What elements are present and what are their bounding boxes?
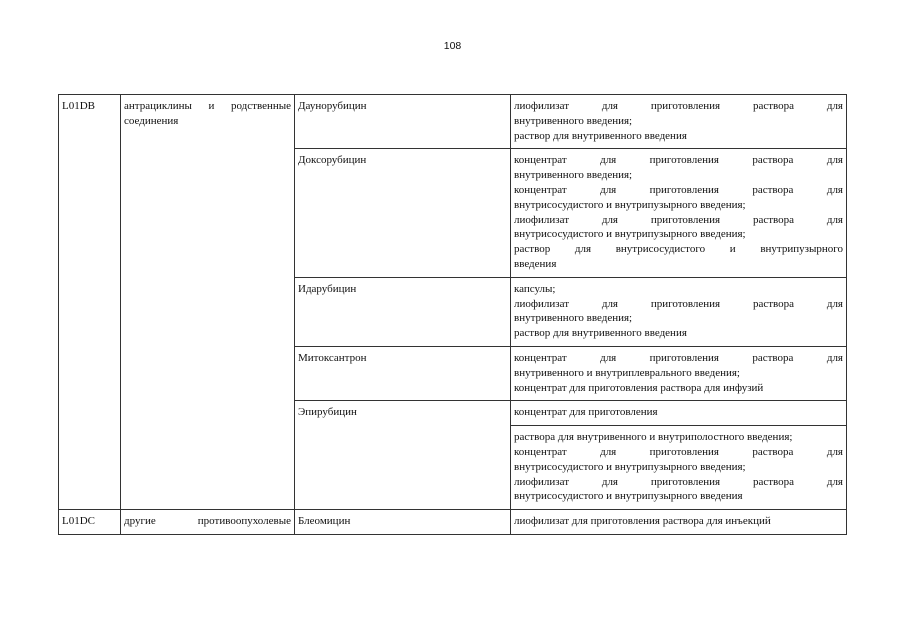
dosage-form-line: концентрат для приготовления [514, 406, 658, 419]
dosage-form-line: введения [514, 257, 557, 270]
drug-name: Блеомицин [298, 515, 351, 528]
dosage-form-line: раствор для внутривенного введения [514, 327, 687, 340]
drug-cell [295, 346, 511, 400]
page-number: 108 [443, 40, 462, 52]
dosage-form-line: внутрисосудистого и внутрипузырного введения; [514, 198, 746, 211]
drug-name: Даунорубицин [298, 100, 367, 112]
drug-name: Доксорубицин [298, 154, 367, 167]
dosage-form-line: лиофилизат для приготовления раствора для [514, 213, 843, 226]
dosage-form-line: концентрат для приготовления раствора для [514, 445, 843, 458]
dosage-form-line: капсулы; [514, 282, 556, 295]
dosage-form-line: внутривенного и внутриплеврального введения; [514, 366, 740, 379]
dosage-form-line: концентрат для приготовления раствора для [514, 183, 843, 196]
drug-classification-table [58, 94, 847, 535]
dosage-form-cell [511, 95, 847, 149]
dosage-form-cell [511, 426, 847, 510]
dosage-form-line: концентрат для приготовления раствора для [514, 351, 843, 364]
dosage-form-line: лиофилизат для приготовления раствора для инъекций [514, 515, 771, 528]
dosage-form-cell [511, 277, 847, 346]
drug-name: Эпирубицин [298, 406, 357, 419]
atc-code: L01DB [62, 100, 95, 112]
drug-cell [295, 401, 511, 510]
table-row [59, 510, 847, 535]
dosage-form-cell [511, 401, 847, 426]
dosage-form-line: внутрисосудистого и внутрипузырного введения; [514, 460, 746, 473]
table-row [59, 95, 847, 149]
group-name-line: соединения [124, 114, 179, 127]
dosage-form-line: раствора для внутривенного и внутриполостного введения; [514, 431, 793, 444]
dosage-form-line: внутривенного введения; [514, 312, 633, 325]
dosage-form-line: раствор для внутрисосудистого и внутрипузырного [514, 243, 843, 256]
dosage-form-cell [511, 149, 847, 277]
atc-code-cell [59, 95, 121, 510]
drug-name: Митоксантрон [298, 351, 367, 364]
dosage-form-cell [511, 346, 847, 400]
dosage-form-line: внутрисосудистого и внутрипузырного введения; [514, 228, 746, 241]
group-name-line: антрациклины и родственные [124, 100, 291, 112]
dosage-form-line: внутривенного введения; [514, 169, 633, 182]
dosage-form-line: концентрат для приготовления раствора для [514, 154, 843, 167]
dosage-form-line: концентрат для приготовления раствора для инфузий [514, 381, 764, 394]
atc-code: L01DC [62, 515, 95, 528]
group-cell [121, 510, 295, 535]
drug-cell [295, 510, 511, 535]
dosage-form-line: раствор для внутривенного введения [514, 129, 687, 142]
dosage-form-line: лиофилизат для приготовления раствора для [514, 100, 843, 112]
drug-cell [295, 149, 511, 277]
dosage-form-line: внутрисосудистого и внутрипузырного введения [514, 490, 743, 503]
group-name-line: другие противоопухолевые [124, 515, 291, 528]
dosage-form-cell [511, 510, 847, 535]
dosage-form-line: лиофилизат для приготовления раствора для [514, 297, 843, 310]
group-cell [121, 95, 295, 510]
drug-name: Идарубицин [298, 282, 357, 295]
drug-cell [295, 277, 511, 346]
atc-code-cell [59, 510, 121, 535]
drug-cell [295, 95, 511, 149]
dosage-form-line: лиофилизат для приготовления раствора для [514, 475, 843, 488]
dosage-form-line: внутривенного введения; [514, 114, 633, 127]
